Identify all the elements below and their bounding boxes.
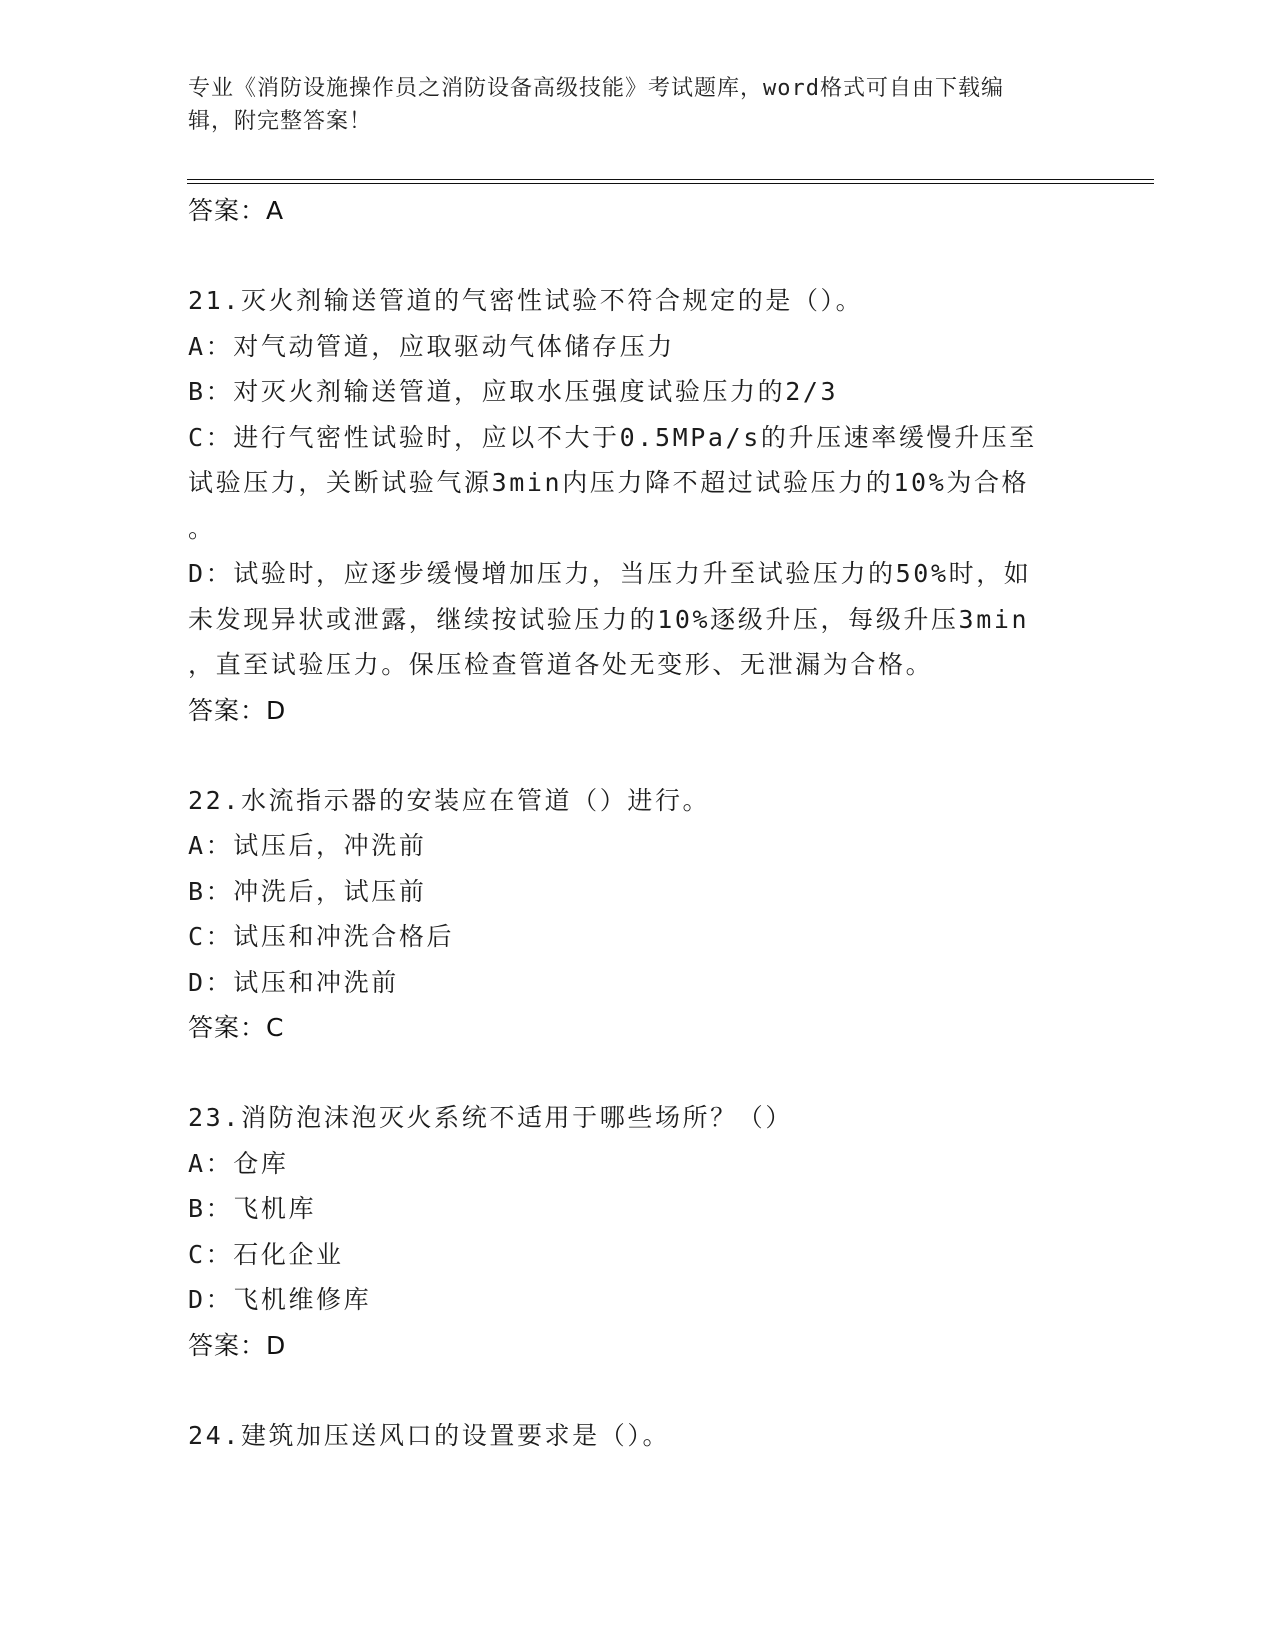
question-stem: 22.水流指示器的安装应在管道（）进行。 (188, 785, 711, 815)
header-rule-top (187, 179, 1154, 180)
option-c: C：进行气密性试验时，应以不大于0.5MPa/s的升压速率缓慢升压至 试验压力，关断试验气源3min内压力降不超过试验压力的10%为合格 。 (188, 422, 1037, 543)
question-23 (188, 1095, 1078, 1369)
question-stem: 23.消防泡沫泡灭火系统不适用于哪些场所？（） (188, 1103, 793, 1132)
question-stem: 24.建筑加压送风口的设置要求是（）。 (188, 1420, 671, 1450)
answer-line: 答案：D (188, 1330, 287, 1360)
header-line-2: 辑，附完整答案！ (188, 109, 373, 134)
answer-line: 答案：A (188, 196, 285, 225)
option-c: C：石化企业 (188, 1239, 344, 1269)
answer-line: 答案：C (188, 1013, 285, 1042)
question-list (188, 188, 1078, 1458)
option-b: B：冲洗后，试压前 (188, 876, 427, 906)
document-header (188, 72, 1068, 138)
question-22 (188, 778, 1078, 1052)
question-24 (188, 1413, 1078, 1459)
option-c: C：试压和冲洗合格后 (188, 922, 455, 951)
question-stem: 21.灭火剂输送管道的气密性试验不符合规定的是（）。 (188, 286, 864, 315)
option-b: B：对灭火剂输送管道，应取水压强度试验压力的2/3 (188, 377, 839, 406)
option-b: B：飞机库 (188, 1194, 317, 1223)
question-21 (188, 278, 1078, 734)
answer-line: 答案：D (188, 695, 287, 725)
option-d: D：试压和冲洗前 (188, 967, 399, 997)
option-a: A：对气动管道，应取驱动气体储存压力 (188, 331, 675, 361)
option-d: D：飞机维修库 (188, 1285, 372, 1314)
option-a: A：仓库 (188, 1148, 289, 1178)
header-rule-bottom (187, 183, 1154, 184)
option-a: A：试压后，冲洗前 (188, 831, 427, 860)
header-line-1: 专业《消防设施操作员之消防设备高级技能》考试题库，word格式可自由下载编 (188, 76, 1004, 101)
option-d: D：试验时，应逐步缓慢增加压力，当压力升至试验压力的50%时，如 未发现异状或泄露，继续按试验压力的10%逐级升压，每级升压3min ，直至试验压力。保压检查管道各处无变形、无泄漏为合格。 (188, 559, 1032, 679)
